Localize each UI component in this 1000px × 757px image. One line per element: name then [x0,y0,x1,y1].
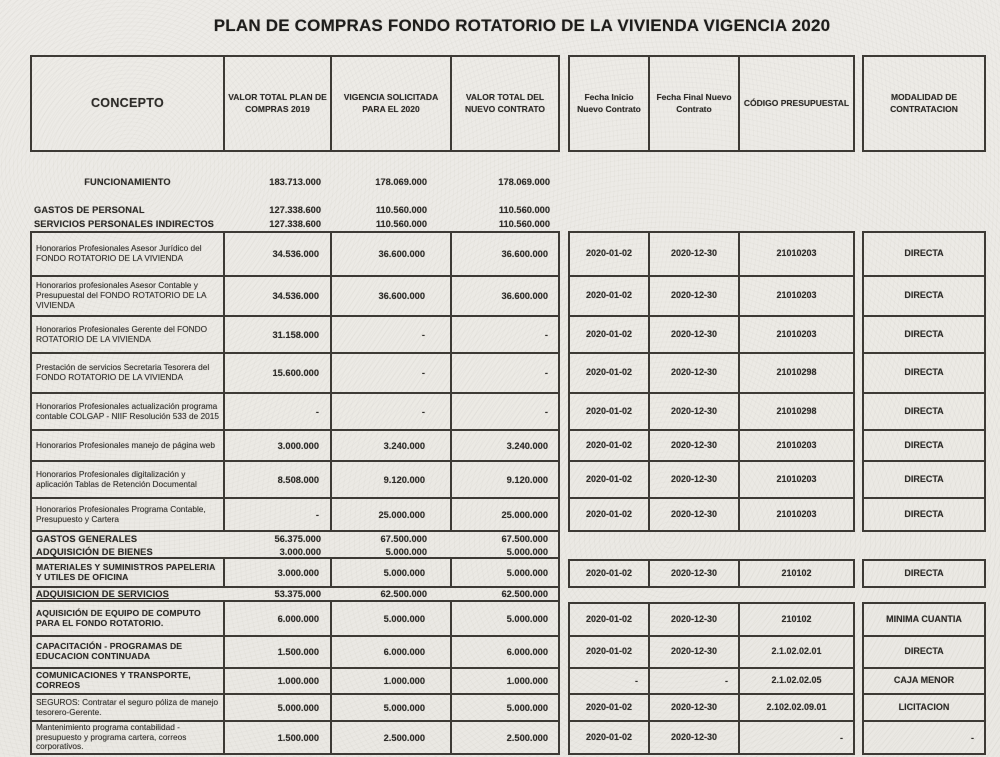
concept-cell: Honorarios Profesionales manejo de página web [30,431,225,462]
start-date-cell: 2020-01-02 [568,462,650,499]
end-date-cell: 2020-12-30 [650,559,740,588]
value-2020-cell: 36.600.000 [332,231,452,277]
contract-mode-cell: DIRECTA [862,637,986,669]
table-row [30,231,986,277]
value-new-cell: 110.560.000 [498,205,550,215]
value-2020-cell: 62.500.000 [332,588,452,602]
value-2019-cell: - [225,499,332,532]
budget-code-cell: 21010203 [740,499,855,532]
value-new-cell: 178.069.000 [498,177,550,187]
budget-code-cell: - [740,722,855,755]
end-date-cell: 2020-12-30 [650,695,740,722]
value-new-cell: - [452,354,560,394]
value-2020-cell: 3.240.000 [332,431,452,462]
value-2020-cell: 5.000.000 [332,546,452,559]
value-2020-cell: 5.000.000 [332,602,452,637]
value-2019-cell: 127.338.600 [269,219,321,229]
end-date-cell: 2020-12-30 [650,394,740,431]
concept-cell: AQUISICIÓN DE EQUIPO DE COMPUTO PARA EL FONDO ROTATORIO. [30,602,225,637]
table-row [30,637,986,669]
value-2020-cell: 110.560.000 [375,205,427,215]
table-row [30,354,986,394]
concept-cell: Honorarios Profesionales Asesor Jurídico del FONDO ROTATORIO DE LA VIVIENDA [30,231,225,277]
header-valor-nuevo: VALOR TOTAL DEL NUEVO CONTRATO [452,55,560,152]
value-2019-cell: 31.158.000 [225,317,332,354]
table-row [30,499,986,532]
start-date-cell: 2020-01-02 [568,394,650,431]
table-row [30,546,986,559]
budget-code-cell: 210102 [740,559,855,588]
start-date-cell: 2020-01-02 [568,354,650,394]
concept-cell: GASTOS DE PERSONAL [34,205,145,215]
table-row [30,217,986,231]
start-date-cell: 2020-01-02 [568,431,650,462]
value-new-cell: 9.120.000 [452,462,560,499]
concept-cell: ADQUISICIÓN DE BIENES [30,546,225,559]
start-date-cell: - [568,669,650,695]
concept-cell: SEGUROS: Contratar el seguro póliza de manejo tesorero-Gerente. [30,695,225,722]
value-new-cell: 1.000.000 [452,669,560,695]
end-date-cell: 2020-12-30 [650,722,740,755]
value-2019-cell: 1.500.000 [225,722,332,755]
value-new-cell: 5.000.000 [452,695,560,722]
end-date-cell: 2020-12-30 [650,277,740,317]
value-2020-cell: 178.069.000 [375,177,427,187]
concept-cell: ADQUISICION DE SERVICIOS [30,588,225,602]
budget-code-cell: 2.1.02.02.01 [740,637,855,669]
value-2019-cell: 183.713.000 [269,177,321,187]
value-new-cell: 6.000.000 [452,637,560,669]
concept-cell: FUNCIONAMIENTO [84,177,171,187]
value-new-cell: 36.600.000 [452,231,560,277]
table-row [30,559,986,588]
budget-code-cell: 21010203 [740,462,855,499]
header-concepto: CONCEPTO [30,55,225,152]
start-date-cell: 2020-01-02 [568,559,650,588]
value-2020-cell: 67.500.000 [380,534,427,544]
header-valor-2019: VALOR TOTAL PLAN DE COMPRAS 2019 [225,55,332,152]
header-modalidad: MODALIDAD DE CONTRATACION [862,55,986,152]
contract-mode-cell: - [862,722,986,755]
value-new-cell: - [452,394,560,431]
contract-mode-cell: DIRECTA [862,354,986,394]
value-2019-cell: 53.375.000 [225,588,332,602]
table-row [30,532,986,546]
value-2020-cell: - [332,394,452,431]
value-2020-cell: 9.120.000 [332,462,452,499]
value-2020-cell: 6.000.000 [332,637,452,669]
end-date-cell: 2020-12-30 [650,231,740,277]
budget-code-cell: 21010298 [740,354,855,394]
table-row [30,317,986,354]
value-2019-cell: 1.000.000 [225,669,332,695]
contract-mode-cell: DIRECTA [862,277,986,317]
value-2020-cell: 36.600.000 [332,277,452,317]
value-2020-cell: 5.000.000 [332,695,452,722]
value-2019-cell: - [225,394,332,431]
table-row [30,431,986,462]
value-2019-cell: 34.536.000 [225,231,332,277]
contract-mode-cell: DIRECTA [862,559,986,588]
value-new-cell: 5.000.000 [452,546,560,559]
start-date-cell: 2020-01-02 [568,231,650,277]
concept-cell: SERVICIOS PERSONALES INDIRECTOS [34,219,214,229]
start-date-cell: 2020-01-02 [568,722,650,755]
value-2020-cell: 2.500.000 [332,722,452,755]
value-2019-cell: 3.000.000 [225,431,332,462]
end-date-cell: 2020-12-30 [650,431,740,462]
value-2020-cell: 1.000.000 [332,669,452,695]
budget-code-cell: 2.102.02.09.01 [740,695,855,722]
value-new-cell: 5.000.000 [452,559,560,588]
budget-code-cell: 21010203 [740,317,855,354]
budget-code-cell: 21010203 [740,231,855,277]
contract-mode-cell: DIRECTA [862,394,986,431]
contract-mode-cell: DIRECTA [862,231,986,277]
contract-mode-cell: DIRECTA [862,462,986,499]
start-date-cell: 2020-01-02 [568,695,650,722]
value-2019-cell: 5.000.000 [225,695,332,722]
budget-code-cell: 21010203 [740,431,855,462]
contract-mode-cell: DIRECTA [862,431,986,462]
end-date-cell: 2020-12-30 [650,462,740,499]
table-row [30,588,986,602]
value-2020-cell: - [332,354,452,394]
table-row [30,170,986,194]
value-new-cell: 25.000.000 [452,499,560,532]
concept-cell: COMUNICACIONES Y TRANSPORTE, CORREOS [30,669,225,695]
table-header-row [30,55,986,152]
spacer [30,194,986,203]
value-2019-cell: 8.508.000 [225,462,332,499]
concept-cell: Honorarios Profesionales Gerente del FONDO ROTATORIO DE LA VIVIENDA [30,317,225,354]
document-title: PLAN DE COMPRAS FONDO ROTATORIO DE LA VIVIENDA VIGENCIA 2020 [213,16,831,35]
contract-mode-cell: CAJA MENOR [862,669,986,695]
header-fecha-final: Fecha Final Nuevo Contrato [650,55,740,152]
concept-cell: Mantenimiento programa contabilidad - presupuesto y programa cartera, correos corporativos. [30,722,225,755]
end-date-cell: 2020-12-30 [650,602,740,637]
concept-cell: Honorarios Profesionales digitalización y aplicación Tablas de Retención Documental [30,462,225,499]
contract-mode-cell: LICITACION [862,695,986,722]
contract-mode-cell: MINIMA CUANTIA [862,602,986,637]
header-vigencia-2020: VIGENCIA SOLICITADA PARA EL 2020 [332,55,452,152]
concept-cell: Honorarios Profesionales actualización programa contable COLGAP - NIIF Resolución 533 de 2015 [30,394,225,431]
document-page [14,0,1000,755]
end-date-cell: - [650,669,740,695]
concept-cell: Prestación de servicios Secretaria Tesorera del FONDO ROTATORIO DE LA VIVIENDA [30,354,225,394]
value-2019-cell: 56.375.000 [274,534,321,544]
value-2019-cell: 3.000.000 [225,546,332,559]
budget-code-cell: 21010298 [740,394,855,431]
table-row [30,203,986,217]
spacer [30,152,986,170]
table-row [30,669,986,695]
value-2020-cell: 110.560.000 [375,219,427,229]
value-new-cell: 3.240.000 [452,431,560,462]
concept-cell: MATERIALES Y SUMINISTROS PAPELERIA Y UTILES DE OFICINA [30,559,225,588]
budget-code-cell: 210102 [740,602,855,637]
contract-mode-cell: DIRECTA [862,499,986,532]
value-2020-cell: 25.000.000 [332,499,452,532]
table-row [30,695,986,722]
budget-code-cell: 2.1.02.02.05 [740,669,855,695]
value-new-cell: 62.500.000 [452,588,560,602]
value-new-cell: 2.500.000 [452,722,560,755]
table-row [30,394,986,431]
end-date-cell: 2020-12-30 [650,317,740,354]
table-row [30,602,986,637]
value-2019-cell: 1.500.000 [225,637,332,669]
concept-cell: GASTOS GENERALES [30,532,225,546]
value-new-cell: 110.560.000 [498,219,550,229]
end-date-cell: 2020-12-30 [650,637,740,669]
value-2020-cell: 5.000.000 [332,559,452,588]
value-2019-cell: 6.000.000 [225,602,332,637]
start-date-cell: 2020-01-02 [568,499,650,532]
value-2019-cell: 3.000.000 [225,559,332,588]
start-date-cell: 2020-01-02 [568,637,650,669]
table-row [30,462,986,499]
value-2019-cell: 127.338.600 [269,205,321,215]
concept-cell: Honorarios profesionales Asesor Contable y Presupuestal del FONDO ROTATORIO DE LA VIVIENDA [30,277,225,317]
start-date-cell: 2020-01-02 [568,277,650,317]
start-date-cell: 2020-01-02 [568,602,650,637]
budget-code-cell: 21010203 [740,277,855,317]
value-new-cell: 36.600.000 [452,277,560,317]
concept-cell: CAPACITACIÓN - PROGRAMAS DE EDUCACION CONTINUADA [30,637,225,669]
end-date-cell: 2020-12-30 [650,499,740,532]
value-new-cell: 5.000.000 [452,602,560,637]
table-row [30,722,986,755]
value-new-cell: 67.500.000 [452,532,560,546]
purchase-plan-table [30,55,986,755]
contract-mode-cell: DIRECTA [862,317,986,354]
header-codigo: CÓDIGO PRESUPUESTAL [740,55,855,152]
table-row [30,277,986,317]
header-fecha-inicio: Fecha Inicio Nuevo Contrato [568,55,650,152]
end-date-cell: 2020-12-30 [650,354,740,394]
value-new-cell: - [452,317,560,354]
value-2019-cell: 15.600.000 [225,354,332,394]
concept-cell: Honorarios Profesionales Programa Contable, Presupuesto y Cartera [30,499,225,532]
value-2020-cell: - [332,317,452,354]
start-date-cell: 2020-01-02 [568,317,650,354]
value-2019-cell: 34.536.000 [225,277,332,317]
